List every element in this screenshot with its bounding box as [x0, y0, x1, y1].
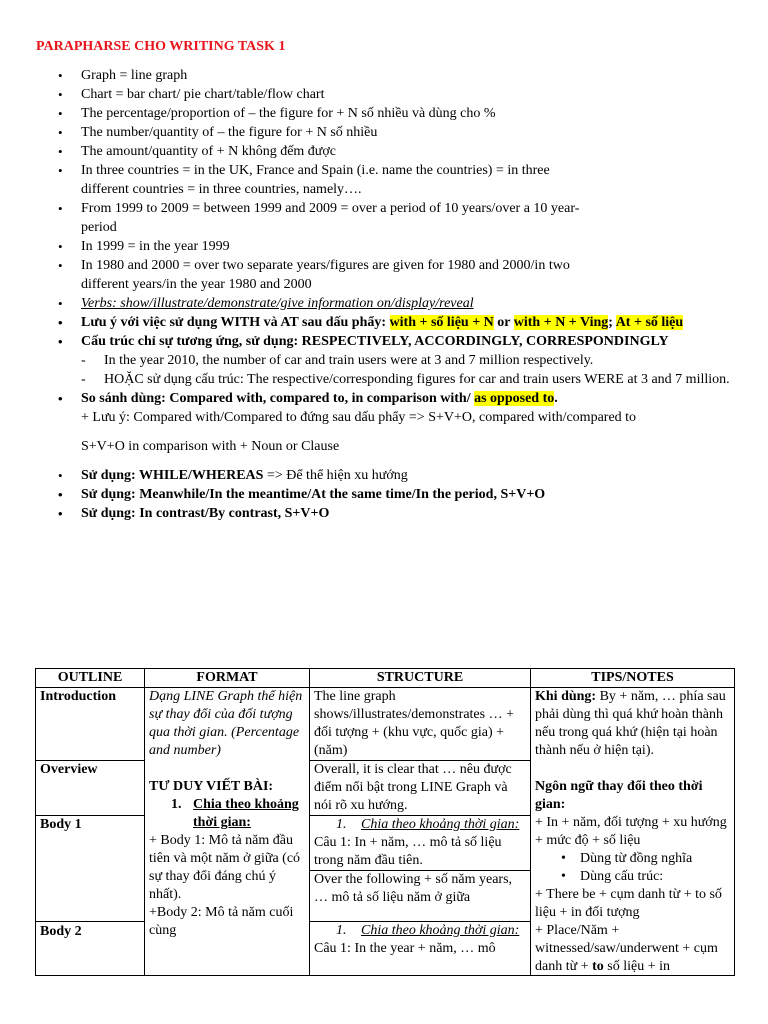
structure-overview: Overall, it is clear that … nêu được điểm nổi bật trong LINE Graph và nói rõ xu hướng. — [310, 761, 531, 816]
highlight: as opposed to — [474, 391, 555, 406]
tips-bullet: • Dùng cấu trúc: — [535, 868, 730, 886]
format-step — [149, 796, 305, 832]
highlight: At + số liệu — [615, 315, 684, 330]
compare-text: So sánh dùng: Compared with, compared to, in comparison with/ — [81, 391, 475, 406]
paraphrase-list — [58, 66, 738, 523]
period-text: . — [554, 391, 558, 406]
list-item: • In 1999 = in the year 1999 — [58, 237, 738, 256]
step-text: Chia theo khoảng thời gian: — [361, 817, 520, 832]
table-header-row — [36, 669, 735, 688]
tips-line-text: số liệu + in — [603, 959, 670, 974]
format-intro: Dạng LINE Graph thể hiện sự thay đổi của đối tượng qua thời gian. (Percentage and number) — [149, 689, 303, 758]
structure-line: Câu 1: In + năm, … mô tả số liệu trong năm đầu tiên. — [314, 835, 502, 868]
example-item: - HOẶC sử dụng cấu trúc: The respective/corresponding figures for car and train users WERE at 3 and 7 million. — [58, 370, 738, 389]
meanwhile-item: • Sử dụng: Meanwhile/In the meantime/At the same time/In the period, S+V+O — [58, 485, 738, 504]
list-item: • Graph = line graph — [58, 66, 738, 85]
tips-khi-dung-label: Khi dùng: — [535, 689, 597, 704]
step-text: Chia theo khoảng thời gian: — [361, 923, 520, 938]
while-item — [58, 466, 738, 485]
step-number: 1. — [171, 797, 182, 812]
format-cell — [145, 688, 310, 976]
outline-overview: Overview — [36, 761, 145, 816]
table-row — [36, 688, 735, 761]
tips-line: + There be + cụm danh từ + to số liệu + in đối tượng — [535, 887, 722, 920]
list-item: • The number/quantity of – the figure for + N số nhiều — [58, 123, 738, 142]
outline-body-1: Body 1 — [36, 816, 145, 922]
outline-table — [35, 668, 735, 976]
step-number: 1. — [336, 923, 347, 938]
format-body1: + Body 1: Mô tả năm đầu tiên và một năm ở giữa (có sự thay đổi đáng chú ý nhất). — [149, 833, 301, 902]
tips-line — [535, 922, 730, 974]
column-header: FORMAT — [145, 669, 310, 688]
list-item: • Chart = bar chart/ pie chart/table/flow chart — [58, 85, 738, 104]
with-at-item — [58, 313, 738, 332]
example-item: - In the year 2010, the number of car and train users were at 3 and 7 million respectively. — [58, 351, 738, 370]
compare-note: + Lưu ý: Compared with/Compared to đứng sau dấu phẩy => S+V+O, compared with/compared to — [81, 410, 637, 425]
structure-body-1 — [310, 816, 531, 922]
compare-note: S+V+O in comparison with + Noun or Clause — [81, 439, 340, 454]
format-body2: +Body 2: Mô tả năm cuối cùng — [149, 905, 294, 938]
tips-to: to — [592, 959, 604, 974]
list-item: • In 1980 and 2000 = over two separate years/figures are given for 1980 and 2000/in two different years/in the year 1980 and 2000 — [58, 256, 601, 294]
tips-khi-dung — [535, 688, 730, 760]
tips-line: + In + năm, đối tượng + xu hướng + mức độ + số liệu — [535, 815, 727, 848]
while-text: => Để thể hiện xu hướng — [263, 468, 408, 483]
structure-line: Over the following + số năm years, … mô tả số liệu năm ở giữa — [310, 870, 530, 907]
connector-text: ; — [608, 315, 616, 330]
structure-body-2 — [310, 922, 531, 976]
tips-line-text: + Place/Năm + witnessed/saw/underwent + cụm danh từ + — [535, 923, 718, 974]
tips-bullet: • Dùng từ đồng nghĩa — [535, 850, 730, 868]
respectively-item: • Cấu trúc chỉ sự tương ứng, sử dụng: RESPECTIVELY, ACCORDINGLY, CORRESPONDINGLY — [58, 332, 738, 351]
step-number: 1. — [336, 817, 347, 832]
column-header: TIPS/NOTES — [531, 669, 735, 688]
tips-cell — [531, 688, 735, 976]
compare-item — [58, 389, 738, 408]
page-title: PARAPHARSE CHO WRITING TASK 1 — [36, 39, 286, 54]
format-heading: TƯ DUY VIẾT BÀI: — [149, 779, 274, 794]
structure-step — [314, 816, 526, 834]
list-item: • In three countries = in the UK, France and Spain (i.e. name the countries) = in three different countries = in three countries, namely…. — [58, 161, 601, 199]
structure-step — [314, 922, 526, 940]
list-item: • The percentage/proportion of – the figure for + N số nhiều và dùng cho % — [58, 104, 738, 123]
outline-introduction: Introduction — [36, 688, 145, 761]
step-text: Chia theo khoảng thời gian: — [193, 797, 299, 830]
connector-text: or — [493, 315, 514, 330]
structure-intro: The line graph shows/illustrates/demonstrates … + đối tượng + (khu vực, quốc gia) + (năm) — [310, 688, 531, 761]
outline-body-2: Body 2 — [36, 922, 145, 976]
list-item: • The amount/quantity of + N không đếm được — [58, 142, 738, 161]
contrast-item: • Sử dụng: In contrast/By contrast, S+V+O — [58, 504, 738, 523]
verbs-item — [58, 294, 738, 313]
highlight: with + số liệu + N — [389, 315, 494, 330]
with-at-text: Lưu ý với việc sử dụng WITH và AT sau dấu phẩy: — [81, 315, 390, 330]
verbs-text: Verbs: show/illustrate/demonstrate/give information on/display/reveal — [81, 296, 474, 311]
while-label: Sử dụng: WHILE/WHEREAS — [81, 468, 264, 483]
tips-khi-dung-text: By + năm, … phía sau phải dùng thì quá khứ hoàn thành nếu trong quá khứ (hiện tại hoàn thành nếu ở hiện tại). — [535, 689, 726, 758]
column-header: OUTLINE — [36, 669, 145, 688]
column-header: STRUCTURE — [310, 669, 531, 688]
structure-line: Câu 1: In the year + năm, … mô — [314, 941, 496, 956]
highlight: with + N + Ving — [513, 315, 609, 330]
tips-heading: Ngôn ngữ thay đổi theo thời gian: — [535, 779, 703, 812]
list-item: • From 1999 to 2009 = between 1999 and 2009 = over a period of 10 years/over a 10 year-period — [58, 199, 601, 237]
